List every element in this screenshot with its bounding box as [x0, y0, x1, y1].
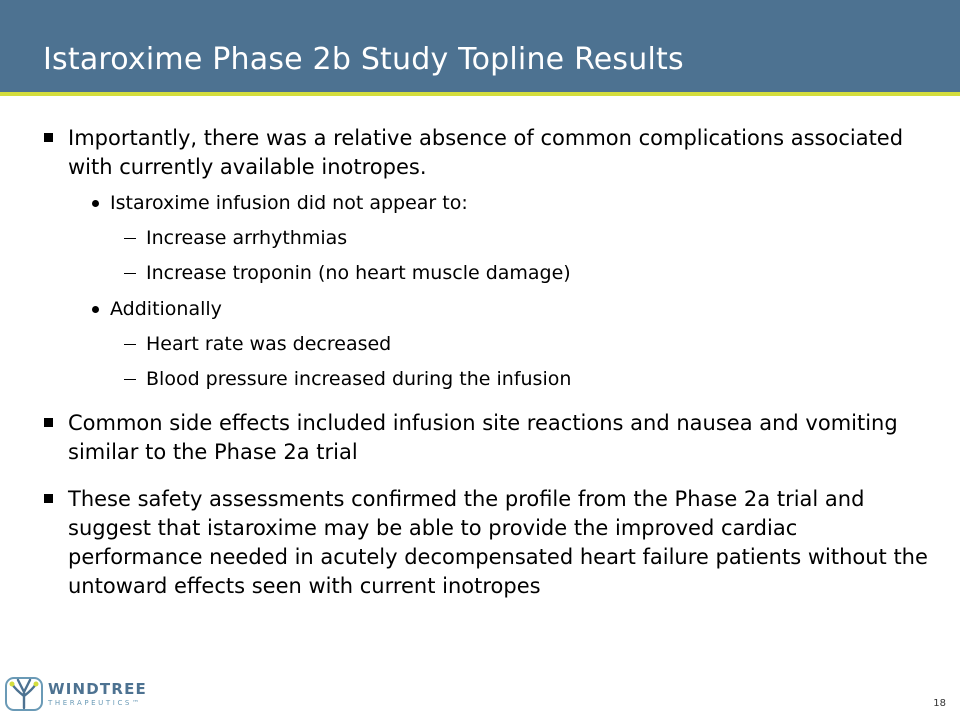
- sub-sub-bullet-text: Heart rate was decreased: [146, 333, 392, 355]
- slide-title: Istaroxime Phase 2b Study Topline Results: [43, 42, 684, 77]
- sub-sub-bullet-text: Increase arrhythmias: [146, 227, 348, 249]
- square-bullet-icon: [44, 133, 53, 142]
- logo-wordmark: WINDTREE: [48, 680, 148, 698]
- bullet-text: Common side effects included infusion site reactions and nausea and vomiting similar to the Phase 2a trial: [68, 411, 898, 464]
- logo-subtitle: THERAPEUTICS™: [48, 699, 142, 707]
- sub-bullet-text: Additionally: [110, 298, 222, 320]
- sub-sub-bullet-item: [44, 367, 934, 391]
- dash-bullet-icon: [124, 379, 136, 380]
- sub-sub-bullet-item: [44, 226, 934, 250]
- sub-sub-bullet-text: Blood pressure increased during the infusion: [146, 368, 572, 390]
- bullet-item: [44, 485, 934, 601]
- dash-bullet-icon: [124, 238, 136, 239]
- sub-bullet-item: [44, 297, 934, 321]
- sub-sub-bullet-item: [44, 332, 934, 356]
- square-bullet-icon: [44, 418, 53, 427]
- page-number: 18: [933, 698, 946, 709]
- bullet-item: [44, 409, 934, 467]
- bullet-item: [44, 124, 934, 182]
- bullet-text: Importantly, there was a relative absence of common complications associated with currently available inotropes.: [68, 126, 904, 179]
- bullet-text: These safety assessments confirmed the profile from the Phase 2a trial and suggest that istaroxime may be able to provide the improved cardiac performance needed in acutely decompensated heart failure patients without the untoward effects seen with current inotropes: [68, 487, 928, 598]
- round-bullet-icon: [92, 306, 99, 313]
- dash-bullet-icon: [124, 273, 136, 274]
- sub-sub-bullet-text: Increase troponin (no heart muscle damage): [146, 262, 571, 284]
- sub-bullet-text: Istaroxime infusion did not appear to:: [110, 192, 468, 214]
- slide-body: [44, 124, 934, 601]
- round-bullet-icon: [92, 200, 99, 207]
- square-bullet-icon: [44, 494, 53, 503]
- sub-sub-bullet-item: [44, 261, 934, 285]
- accent-rule: [0, 92, 960, 96]
- dash-bullet-icon: [124, 344, 136, 345]
- sub-bullet-item: [44, 191, 934, 215]
